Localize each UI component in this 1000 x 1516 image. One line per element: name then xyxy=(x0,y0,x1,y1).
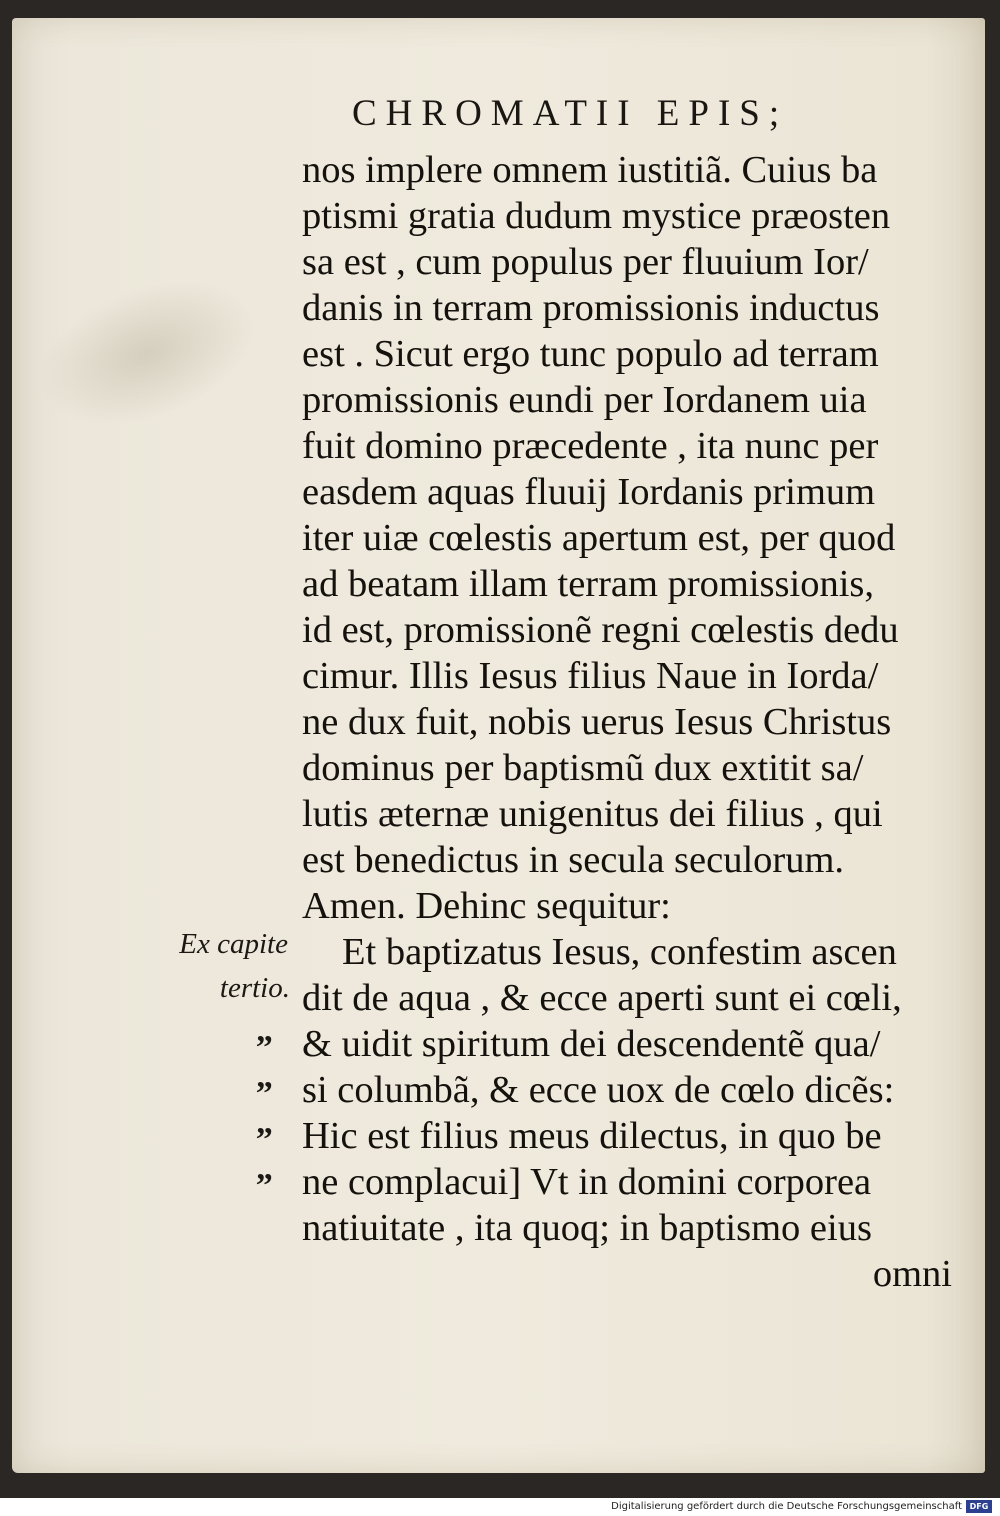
text-line: dit de aqua , & ecce aperti sunt ei cœli, xyxy=(302,977,902,1019)
text-line: ad beatam illam terram promissionis, xyxy=(302,563,875,605)
quote-mark: „ xyxy=(256,1150,273,1187)
body-text xyxy=(302,147,952,1297)
margin-note: Ex capite xyxy=(179,928,288,960)
text-line: sa est , cum populus per fluuium Ior/ xyxy=(302,241,869,283)
text-line: ne dux fuit, nobis uerus Iesus Christus xyxy=(302,701,892,743)
running-head: CHROMATII EPIS; xyxy=(352,93,789,134)
quote-mark: „ xyxy=(256,1058,273,1095)
text-line: easdem aquas fluuij Iordanis primum xyxy=(302,471,876,513)
text-line: est benedictus in secula seculorum. xyxy=(302,839,845,881)
catchword: omni xyxy=(872,1253,952,1295)
text-line: Hic est filius meus dilectus, in quo be xyxy=(302,1115,882,1157)
text-line: iter uiæ cœlestis apertum est, per quod xyxy=(302,517,896,559)
funding-credit: Digitalisierung gefördert durch die Deutsche Forschungsgemeinschaft xyxy=(611,1501,962,1512)
text-line: cimur. Illis Iesus filius Naue in Iorda/ xyxy=(302,655,879,697)
text-line: Amen. Dehinc sequitur: xyxy=(302,885,671,927)
text-line: natiuitate , ita quoq; in baptismo eius xyxy=(302,1207,872,1249)
text-line: & uidit spiritum dei descendentẽ qua/ xyxy=(302,1023,881,1065)
quote-mark: „ xyxy=(256,1104,273,1141)
dfg-logo-icon: DFG xyxy=(966,1500,992,1513)
text-line: nos implere omnem iustitiã. Cuius ba xyxy=(302,149,878,191)
text-line: id est, promissionẽ regni cœlestis dedu xyxy=(302,609,899,651)
text-line: fuit domino præcedente , ita nunc per xyxy=(302,425,879,467)
text-line: ne complacui] Vt in domini corporea xyxy=(302,1161,872,1203)
margin-note: tertio. xyxy=(219,972,290,1004)
text-line: promissionis eundi per Iordanem uia xyxy=(302,379,867,421)
text-line: Et baptizatus Iesus, confestim ascen xyxy=(342,931,897,973)
text-line: ptismi gratia dudum mystice præosten xyxy=(302,195,891,237)
quote-mark: „ xyxy=(256,1012,273,1049)
text-line: lutis æternæ unigenitus dei filius , qui xyxy=(302,793,883,835)
text-line: est . Sicut ergo tunc populo ad terram xyxy=(302,333,879,375)
text-line: dominus per baptismũ dux extitit sa/ xyxy=(302,747,864,789)
text-line: si columbã, & ecce uox de cœlo dicẽs: xyxy=(302,1069,895,1111)
text-line: danis in terram promissionis inductus xyxy=(302,287,880,329)
page-stain xyxy=(17,253,278,454)
